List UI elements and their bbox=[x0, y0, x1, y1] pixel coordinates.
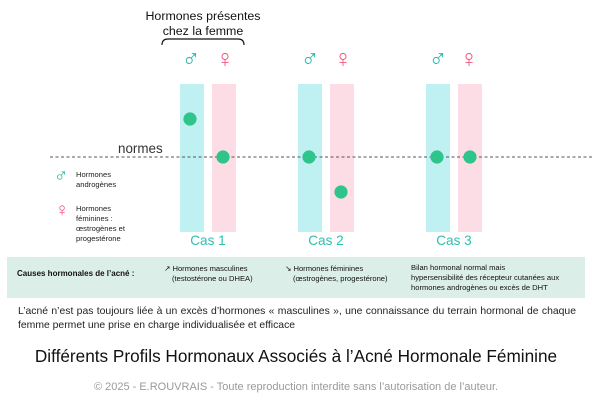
header-label-line2: chez la femme bbox=[162, 24, 244, 38]
case1-female-dot bbox=[216, 150, 229, 163]
causes-title: Causes hormonales de l’acné : bbox=[17, 269, 135, 278]
male-symbol-icon: ♂ bbox=[428, 45, 448, 73]
copyright-notice: © 2025 - E.ROUVRAIS - Toute reproduction interdite sans l’autorisation de l’auteur. bbox=[93, 381, 499, 393]
female-symbol-icon: ♀ bbox=[459, 45, 479, 73]
causes-case1-line1: ↗ Hormones masculines bbox=[164, 264, 248, 273]
legend-female-icon: ♀ bbox=[54, 200, 70, 221]
caption: L’acné n’est pas toujours liée à un excès d’hormones « masculines », une connaissance du terrain hormonal de chaque femme permet une prise en charge individualisée et efficace bbox=[18, 306, 576, 331]
legend-female-line1: Hormones bbox=[76, 204, 112, 213]
male-symbol-icon: ♂ bbox=[181, 45, 201, 73]
case2-female-dot bbox=[334, 185, 347, 198]
causes-case2-line1: ↘ Hormones féminines bbox=[285, 264, 364, 273]
female-symbol-icon: ♀ bbox=[333, 45, 353, 73]
case3-androgen-dot bbox=[430, 150, 443, 163]
case2-female-bar bbox=[330, 84, 354, 232]
header-label-line1: Hormones présentes bbox=[145, 9, 261, 23]
page-title: Différents Profils Hormonaux Associés à l’Acné Hormonale Féminine bbox=[34, 346, 558, 366]
male-symbol-icon: ♂ bbox=[300, 45, 320, 73]
causes-case3-line2: hypersensibilité des récepteur cutanées aux bbox=[411, 273, 560, 282]
legend-androgens-line2: androgènes bbox=[76, 180, 117, 189]
legend-male-icon: ♂ bbox=[53, 166, 69, 187]
causes-case1-line2: (testostérone ou DHEA) bbox=[172, 274, 253, 283]
legend-female-line3: œstrogènes et bbox=[76, 224, 125, 233]
norms-label: normes bbox=[118, 141, 163, 156]
legend-female-line2: féminines : bbox=[76, 214, 113, 223]
case3-female-dot bbox=[463, 150, 476, 163]
causes-case3-line3: hormones androgènes ou excès de DHT bbox=[411, 283, 548, 292]
case2-androgen-dot bbox=[302, 150, 315, 163]
female-symbol-icon: ♀ bbox=[215, 45, 235, 73]
legend-female-line4: progestérone bbox=[76, 234, 121, 243]
case1-androgen-bar bbox=[180, 84, 204, 232]
case1-androgen-dot bbox=[183, 112, 196, 125]
causes-case2-line2: (œstrogènes, progestérone) bbox=[293, 274, 388, 283]
legend-androgens-line1: Hormones bbox=[76, 170, 112, 179]
case3-label: Cas 3 bbox=[436, 233, 472, 248]
case2-label: Cas 2 bbox=[308, 233, 344, 248]
case1-label: Cas 1 bbox=[190, 233, 226, 248]
causes-case3-line1: Bilan hormonal normal mais bbox=[411, 263, 506, 272]
